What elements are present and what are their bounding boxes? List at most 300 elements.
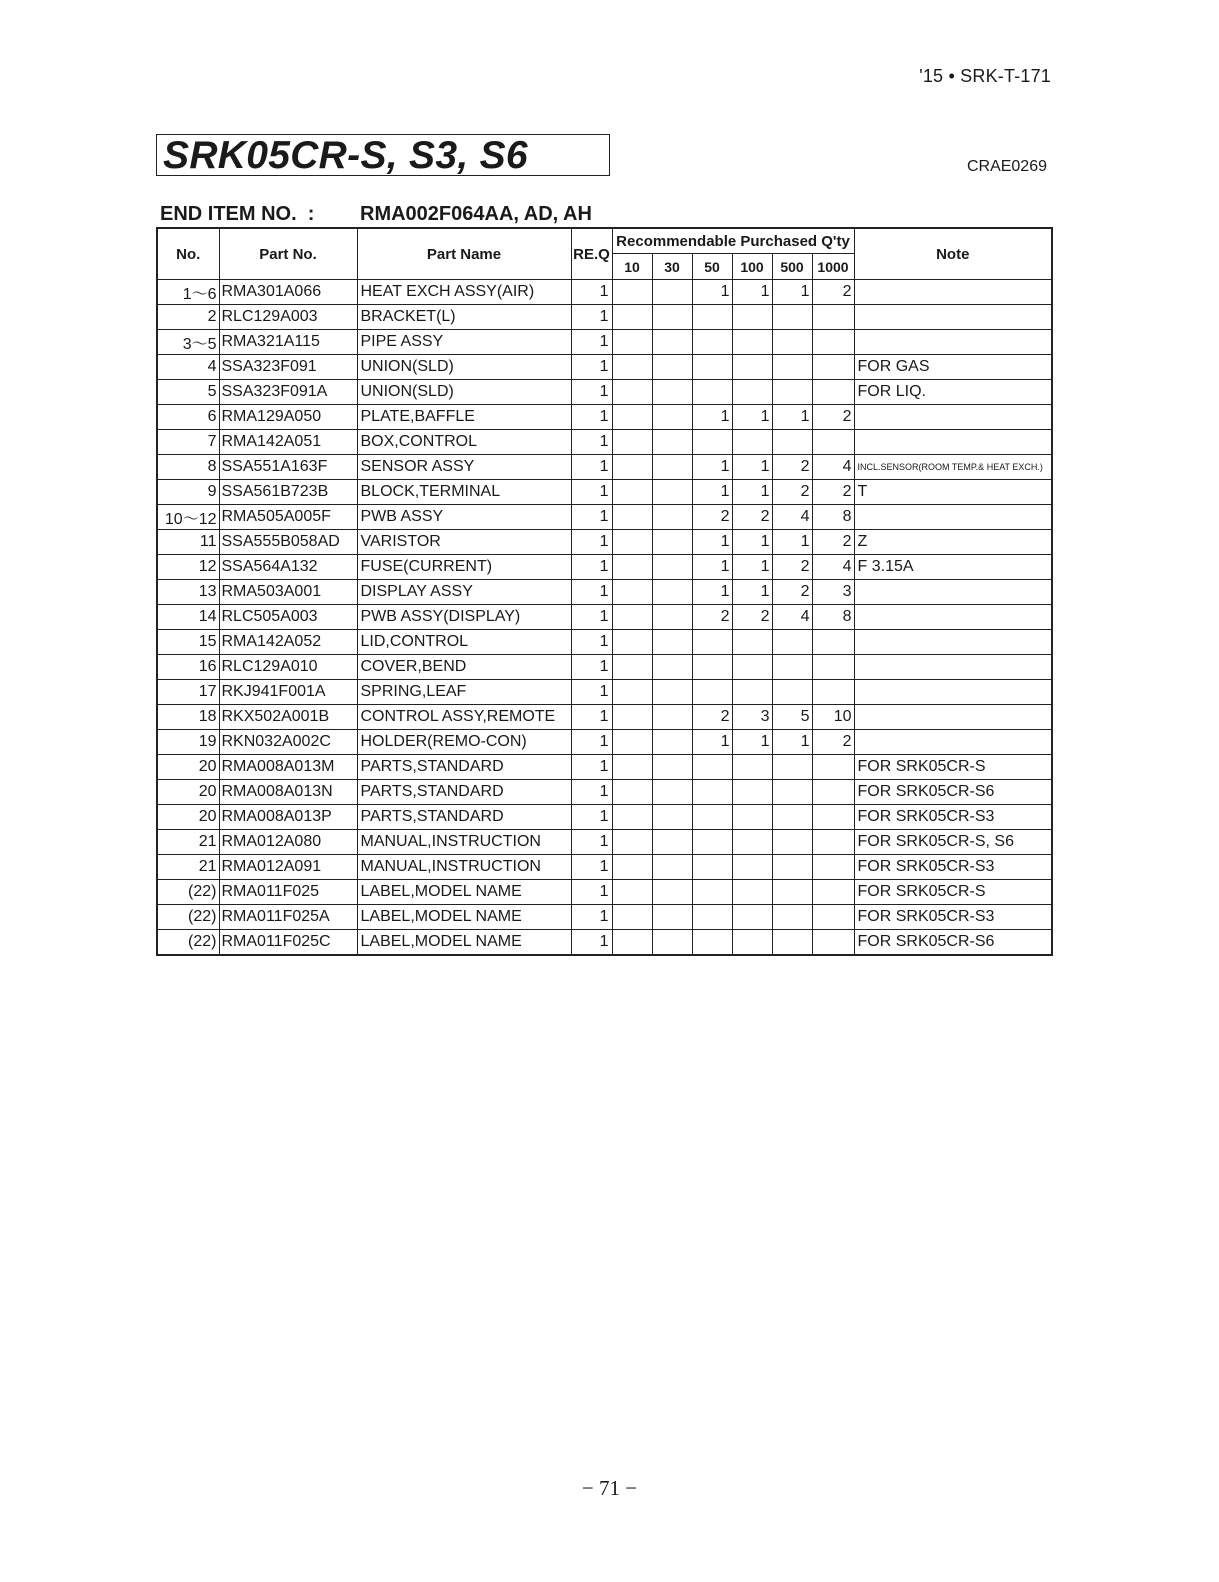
cell-no: 14: [157, 605, 219, 630]
cell-no: 4: [157, 355, 219, 380]
cell-no: 15: [157, 630, 219, 655]
cell-no: 12: [157, 555, 219, 580]
page-number: − 71 −: [581, 1476, 638, 1500]
cell-qty-50: 2: [692, 505, 732, 530]
header-no: No.: [157, 228, 219, 280]
cell-part-no: RLC505A003: [219, 605, 357, 630]
cell-qty-1000: [812, 755, 854, 780]
cell-qty-50: [692, 755, 732, 780]
cell-part-no: RKX502A001B: [219, 705, 357, 730]
cell-part-name: PIPE ASSY: [357, 330, 571, 355]
cell-qty-1000: [812, 780, 854, 805]
cell-no: 5: [157, 380, 219, 405]
cell-qty-100: 1: [732, 480, 772, 505]
cell-qty-30: [652, 780, 692, 805]
table-row: [157, 430, 1052, 455]
cell-qty-10: [612, 730, 652, 755]
cell-qty-100: 1: [732, 280, 772, 305]
cell-note: [854, 580, 1052, 605]
cell-qty-30: [652, 655, 692, 680]
table-row: [157, 280, 1052, 305]
cell-qty-500: 2: [772, 480, 812, 505]
cell-qty-50: [692, 305, 732, 330]
cell-note: [854, 605, 1052, 630]
cell-qty-30: [652, 680, 692, 705]
cell-qty-50: 1: [692, 730, 732, 755]
cell-qty-500: 2: [772, 555, 812, 580]
cell-part-no: RMA503A001: [219, 580, 357, 605]
table-row: [157, 305, 1052, 330]
cell-qty-500: 1: [772, 730, 812, 755]
cell-req: 1: [571, 630, 612, 655]
cell-qty-50: 2: [692, 605, 732, 630]
cell-note: FOR SRK05CR-S6: [854, 780, 1052, 805]
cell-part-no: SSA561B723B: [219, 480, 357, 505]
cell-part-name: LABEL,MODEL NAME: [357, 905, 571, 930]
cell-qty-1000: [812, 655, 854, 680]
cell-qty-30: [652, 330, 692, 355]
cell-qty-500: 2: [772, 580, 812, 605]
header-note: Note: [854, 228, 1052, 280]
cell-qty-10: [612, 330, 652, 355]
cell-part-no: RMA142A052: [219, 630, 357, 655]
cell-qty-500: [772, 905, 812, 930]
cell-no: 16: [157, 655, 219, 680]
cell-qty-1000: [812, 630, 854, 655]
document-reference: '15 • SRK-T-171: [919, 66, 1051, 86]
cell-note: [854, 730, 1052, 755]
code-reference: CRAE0269: [966, 158, 1047, 175]
cell-qty-500: 4: [772, 605, 812, 630]
cell-note: [854, 630, 1052, 655]
cell-part-name: PWB ASSY(DISPLAY): [357, 605, 571, 630]
cell-no: 9: [157, 480, 219, 505]
cell-part-no: RMA008A013N: [219, 780, 357, 805]
cell-qty-1000: 10: [812, 705, 854, 730]
cell-qty-10: [612, 680, 652, 705]
cell-part-name: PARTS,STANDARD: [357, 755, 571, 780]
cell-note: INCL.SENSOR(ROOM TEMP.& HEAT EXCH.): [854, 455, 1052, 480]
cell-qty-30: [652, 430, 692, 455]
cell-qty-50: [692, 430, 732, 455]
cell-part-no: RMA011F025A: [219, 905, 357, 930]
cell-note: T: [854, 480, 1052, 505]
cell-part-no: RLC129A010: [219, 655, 357, 680]
cell-no: 20: [157, 780, 219, 805]
cell-qty-100: [732, 930, 772, 956]
cell-qty-10: [612, 480, 652, 505]
cell-no: 13: [157, 580, 219, 605]
cell-qty-100: [732, 330, 772, 355]
cell-part-name: BLOCK,TERMINAL: [357, 480, 571, 505]
table-row: [157, 680, 1052, 705]
cell-part-no: RMA012A080: [219, 830, 357, 855]
cell-part-no: RLC129A003: [219, 305, 357, 330]
table-row: [157, 480, 1052, 505]
cell-note: FOR LIQ.: [854, 380, 1052, 405]
cell-qty-50: [692, 905, 732, 930]
cell-part-name: FUSE(CURRENT): [357, 555, 571, 580]
cell-no: 21: [157, 830, 219, 855]
cell-qty-100: [732, 430, 772, 455]
cell-part-no: RMA129A050: [219, 405, 357, 430]
cell-qty-10: [612, 530, 652, 555]
cell-part-name: BRACKET(L): [357, 305, 571, 330]
cell-part-no: SSA555B058AD: [219, 530, 357, 555]
cell-req: 1: [571, 405, 612, 430]
cell-qty-30: [652, 855, 692, 880]
table-row: [157, 580, 1052, 605]
parts-table-body: [157, 280, 1052, 956]
cell-part-name: MANUAL,INSTRUCTION: [357, 855, 571, 880]
cell-no: 20: [157, 755, 219, 780]
cell-part-no: SSA323F091: [219, 355, 357, 380]
cell-note: FOR SRK05CR-S6: [854, 930, 1052, 956]
cell-note: [854, 330, 1052, 355]
cell-qty-1000: [812, 930, 854, 956]
cell-qty-10: [612, 805, 652, 830]
cell-req: 1: [571, 905, 612, 930]
cell-req: 1: [571, 480, 612, 505]
cell-part-no: SSA323F091A: [219, 380, 357, 405]
cell-no: 8: [157, 455, 219, 480]
cell-qty-10: [612, 655, 652, 680]
cell-part-name: COVER,BEND: [357, 655, 571, 680]
cell-qty-10: [612, 430, 652, 455]
table-row: [157, 755, 1052, 780]
cell-qty-100: [732, 305, 772, 330]
cell-req: 1: [571, 330, 612, 355]
header-qty-500: 500: [772, 254, 812, 280]
cell-qty-100: [732, 780, 772, 805]
cell-qty-30: [652, 480, 692, 505]
cell-no: 6: [157, 405, 219, 430]
cell-qty-1000: 4: [812, 455, 854, 480]
cell-qty-500: 5: [772, 705, 812, 730]
cell-qty-50: [692, 855, 732, 880]
cell-qty-50: [692, 780, 732, 805]
cell-part-name: MANUAL,INSTRUCTION: [357, 830, 571, 855]
cell-no: 11: [157, 530, 219, 555]
cell-qty-10: [612, 755, 652, 780]
cell-qty-1000: [812, 830, 854, 855]
cell-qty-500: [772, 930, 812, 956]
cell-note: FOR GAS: [854, 355, 1052, 380]
table-row: [157, 805, 1052, 830]
cell-part-name: LABEL,MODEL NAME: [357, 930, 571, 956]
cell-qty-100: 3: [732, 705, 772, 730]
cell-qty-100: [732, 855, 772, 880]
cell-qty-50: 1: [692, 280, 732, 305]
cell-no: (22): [157, 930, 219, 956]
cell-part-name: DISPLAY ASSY: [357, 580, 571, 605]
cell-req: 1: [571, 455, 612, 480]
cell-qty-10: [612, 405, 652, 430]
cell-part-name: BOX,CONTROL: [357, 430, 571, 455]
cell-part-no: RKN032A002C: [219, 730, 357, 755]
cell-part-no: RMA142A051: [219, 430, 357, 455]
cell-qty-50: [692, 930, 732, 956]
cell-part-name: LID,CONTROL: [357, 630, 571, 655]
header-qty-50: 50: [692, 254, 732, 280]
cell-qty-1000: [812, 430, 854, 455]
cell-qty-10: [612, 705, 652, 730]
cell-qty-30: [652, 830, 692, 855]
cell-qty-500: [772, 355, 812, 380]
cell-qty-30: [652, 605, 692, 630]
cell-part-no: RMA008A013M: [219, 755, 357, 780]
cell-qty-1000: [812, 305, 854, 330]
cell-qty-30: [652, 580, 692, 605]
cell-qty-10: [612, 355, 652, 380]
cell-req: 1: [571, 755, 612, 780]
table-row: [157, 380, 1052, 405]
cell-part-name: UNION(SLD): [357, 380, 571, 405]
cell-no: 17: [157, 680, 219, 705]
cell-part-no: RKJ941F001A: [219, 680, 357, 705]
cell-part-name: PARTS,STANDARD: [357, 780, 571, 805]
cell-req: 1: [571, 605, 612, 630]
cell-qty-100: 1: [732, 405, 772, 430]
cell-qty-500: [772, 855, 812, 880]
cell-qty-500: [772, 830, 812, 855]
table-row: [157, 630, 1052, 655]
cell-no: 21: [157, 855, 219, 880]
cell-no: 18: [157, 705, 219, 730]
cell-qty-30: [652, 405, 692, 430]
cell-req: 1: [571, 280, 612, 305]
cell-qty-50: 2: [692, 705, 732, 730]
cell-note: FOR SRK05CR-S3: [854, 855, 1052, 880]
cell-qty-30: [652, 705, 692, 730]
header-qty-10: 10: [612, 254, 652, 280]
cell-qty-50: [692, 655, 732, 680]
cell-qty-30: [652, 805, 692, 830]
cell-qty-100: [732, 355, 772, 380]
cell-qty-100: [732, 680, 772, 705]
table-row: [157, 330, 1052, 355]
table-row: [157, 705, 1052, 730]
cell-part-name: UNION(SLD): [357, 355, 571, 380]
cell-part-name: PARTS,STANDARD: [357, 805, 571, 830]
cell-part-name: VARISTOR: [357, 530, 571, 555]
cell-no: (22): [157, 905, 219, 930]
cell-note: [854, 305, 1052, 330]
cell-qty-500: [772, 630, 812, 655]
cell-part-name: SPRING,LEAF: [357, 680, 571, 705]
cell-no: 10～12: [157, 505, 219, 530]
cell-qty-10: [612, 630, 652, 655]
cell-qty-10: [612, 905, 652, 930]
cell-qty-30: [652, 455, 692, 480]
cell-qty-50: [692, 880, 732, 905]
cell-qty-1000: [812, 355, 854, 380]
table-row: [157, 730, 1052, 755]
cell-qty-500: [772, 330, 812, 355]
cell-req: 1: [571, 930, 612, 956]
cell-qty-50: 1: [692, 405, 732, 430]
cell-qty-10: [612, 855, 652, 880]
cell-qty-500: 1: [772, 280, 812, 305]
cell-qty-30: [652, 555, 692, 580]
table-row: [157, 655, 1052, 680]
cell-qty-500: 4: [772, 505, 812, 530]
table-row: [157, 855, 1052, 880]
cell-qty-1000: [812, 880, 854, 905]
cell-qty-1000: 8: [812, 505, 854, 530]
cell-note: FOR SRK05CR-S3: [854, 905, 1052, 930]
cell-qty-50: [692, 680, 732, 705]
cell-note: FOR SRK05CR-S3: [854, 805, 1052, 830]
cell-part-name: HOLDER(REMO-CON): [357, 730, 571, 755]
cell-qty-100: [732, 380, 772, 405]
cell-qty-1000: [812, 905, 854, 930]
cell-qty-10: [612, 930, 652, 956]
end-item-label: END ITEM NO. :: [160, 203, 315, 225]
cell-req: 1: [571, 705, 612, 730]
cell-req: 1: [571, 680, 612, 705]
end-item-line: [160, 203, 592, 226]
cell-qty-100: 1: [732, 530, 772, 555]
cell-qty-30: [652, 930, 692, 956]
cell-part-no: RMA321A115: [219, 330, 357, 355]
parts-table: [156, 227, 1053, 956]
table-row: [157, 605, 1052, 630]
table-row: [157, 930, 1052, 956]
cell-no: (22): [157, 880, 219, 905]
cell-qty-10: [612, 880, 652, 905]
cell-no: 20: [157, 805, 219, 830]
cell-qty-1000: [812, 805, 854, 830]
header-qty-100: 100: [732, 254, 772, 280]
cell-qty-500: [772, 780, 812, 805]
cell-qty-30: [652, 630, 692, 655]
model-title: SRK05CR-S, S3, S6: [163, 134, 528, 177]
cell-note: FOR SRK05CR-S, S6: [854, 830, 1052, 855]
cell-qty-50: [692, 380, 732, 405]
cell-qty-1000: 2: [812, 405, 854, 430]
cell-part-no: RMA011F025: [219, 880, 357, 905]
cell-qty-100: 1: [732, 580, 772, 605]
cell-qty-10: [612, 780, 652, 805]
header-qty-group: Recommendable Purchased Q'ty: [612, 228, 854, 254]
table-row: [157, 780, 1052, 805]
cell-part-no: RMA011F025C: [219, 930, 357, 956]
cell-qty-100: 2: [732, 605, 772, 630]
cell-qty-100: [732, 655, 772, 680]
table-row: [157, 355, 1052, 380]
cell-req: 1: [571, 530, 612, 555]
cell-req: 1: [571, 730, 612, 755]
cell-req: 1: [571, 855, 612, 880]
cell-req: 1: [571, 355, 612, 380]
cell-qty-500: [772, 805, 812, 830]
table-row: [157, 530, 1052, 555]
cell-part-name: PWB ASSY: [357, 505, 571, 530]
model-title-box: [156, 134, 610, 176]
cell-part-name: LABEL,MODEL NAME: [357, 880, 571, 905]
cell-req: 1: [571, 380, 612, 405]
cell-qty-1000: 2: [812, 480, 854, 505]
cell-qty-500: [772, 680, 812, 705]
cell-note: Z: [854, 530, 1052, 555]
cell-note: [854, 280, 1052, 305]
cell-note: F 3.15A: [854, 555, 1052, 580]
table-row: [157, 555, 1052, 580]
cell-qty-10: [612, 455, 652, 480]
cell-qty-100: 1: [732, 455, 772, 480]
cell-qty-10: [612, 305, 652, 330]
cell-req: 1: [571, 555, 612, 580]
cell-qty-100: [732, 630, 772, 655]
cell-part-no: RMA301A066: [219, 280, 357, 305]
cell-qty-500: [772, 305, 812, 330]
cell-qty-500: 1: [772, 530, 812, 555]
cell-part-no: SSA564A132: [219, 555, 357, 580]
cell-qty-50: 1: [692, 455, 732, 480]
cell-req: 1: [571, 305, 612, 330]
cell-qty-30: [652, 380, 692, 405]
cell-qty-50: 1: [692, 480, 732, 505]
cell-qty-30: [652, 280, 692, 305]
cell-req: 1: [571, 880, 612, 905]
cell-qty-50: 1: [692, 580, 732, 605]
header-req: RE.Q: [571, 228, 612, 280]
cell-qty-100: 2: [732, 505, 772, 530]
cell-no: 2: [157, 305, 219, 330]
cell-req: 1: [571, 430, 612, 455]
cell-qty-1000: 3: [812, 580, 854, 605]
cell-qty-50: [692, 630, 732, 655]
cell-qty-1000: [812, 380, 854, 405]
table-row: [157, 880, 1052, 905]
cell-qty-500: [772, 755, 812, 780]
cell-note: [854, 405, 1052, 430]
cell-no: 3～5: [157, 330, 219, 355]
cell-qty-500: [772, 430, 812, 455]
cell-no: 7: [157, 430, 219, 455]
cell-part-name: CONTROL ASSY,REMOTE: [357, 705, 571, 730]
cell-qty-1000: 2: [812, 280, 854, 305]
cell-qty-10: [612, 580, 652, 605]
cell-qty-1000: 2: [812, 530, 854, 555]
cell-part-no: SSA551A163F: [219, 455, 357, 480]
cell-qty-500: [772, 380, 812, 405]
cell-qty-100: [732, 755, 772, 780]
header-qty-1000: 1000: [812, 254, 854, 280]
cell-qty-30: [652, 305, 692, 330]
cell-qty-100: [732, 830, 772, 855]
cell-qty-1000: [812, 680, 854, 705]
cell-part-no: RMA008A013P: [219, 805, 357, 830]
cell-qty-500: [772, 655, 812, 680]
cell-qty-10: [612, 555, 652, 580]
cell-note: [854, 680, 1052, 705]
cell-qty-100: [732, 905, 772, 930]
cell-qty-30: [652, 355, 692, 380]
table-row: [157, 905, 1052, 930]
cell-part-name: HEAT EXCH ASSY(AIR): [357, 280, 571, 305]
cell-no: 19: [157, 730, 219, 755]
header-qty-30: 30: [652, 254, 692, 280]
cell-qty-30: [652, 880, 692, 905]
cell-qty-100: [732, 805, 772, 830]
table-row: [157, 505, 1052, 530]
cell-qty-50: [692, 330, 732, 355]
table-row: [157, 830, 1052, 855]
cell-note: [854, 705, 1052, 730]
cell-part-no: RMA505A005F: [219, 505, 357, 530]
